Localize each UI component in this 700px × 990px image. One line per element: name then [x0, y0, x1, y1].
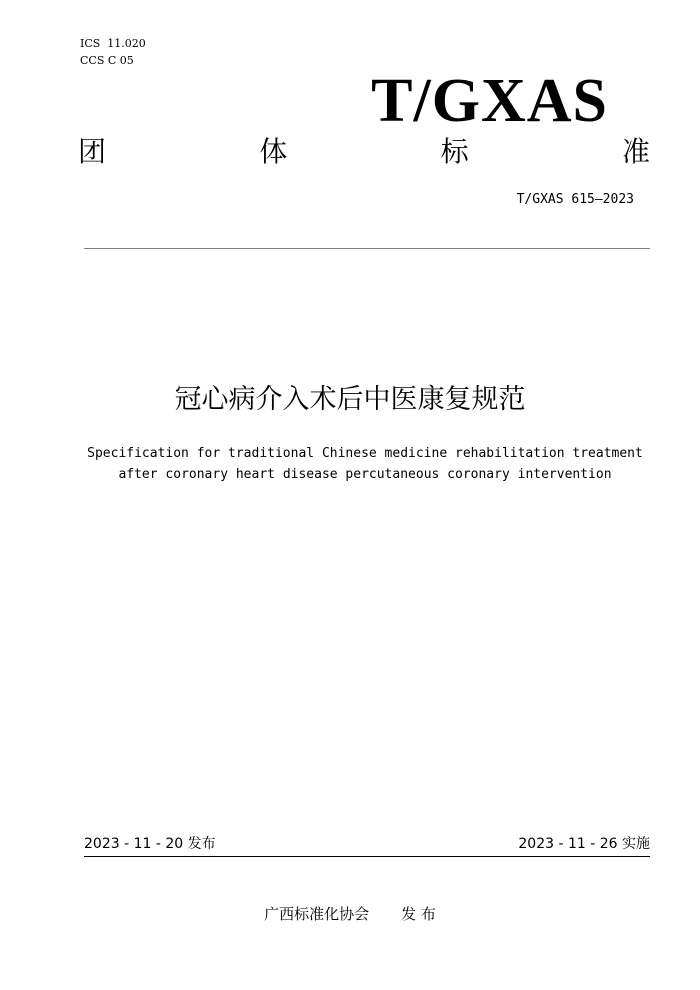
brand-mark: T/GXAS: [371, 67, 608, 135]
group-standard-char: 标: [440, 135, 469, 168]
title-english-line: Specification for traditional Chinese medicine rehabilitation treatment: [87, 446, 643, 461]
group-standard-char: 体: [259, 135, 288, 168]
title-chinese: 冠心病介入术后中医康复规范: [174, 384, 526, 415]
ics-code: ICS 11.020: [80, 37, 146, 50]
bottom-divider: [84, 856, 650, 857]
publisher-line: [0, 904, 700, 924]
group-standard-char: 团: [78, 135, 107, 168]
document-number: T/GXAS 615—2023: [516, 192, 634, 207]
title-english: [70, 443, 660, 485]
publisher-organization: 广西标准化协会: [264, 905, 370, 923]
group-standard-heading: [78, 134, 650, 170]
group-standard-char: 准: [621, 135, 650, 168]
publish-date: 2023 - 11 - 20 发布: [84, 836, 216, 852]
classification-block: [80, 35, 146, 69]
title-english-line: after coronary heart disease percutaneous coronary intervention: [118, 467, 612, 482]
implement-date: 2023 - 11 - 26 实施: [518, 836, 650, 852]
ccs-code: CCS C 05: [80, 54, 134, 67]
top-divider: [84, 248, 650, 249]
publisher-action: 发 布: [401, 905, 436, 923]
